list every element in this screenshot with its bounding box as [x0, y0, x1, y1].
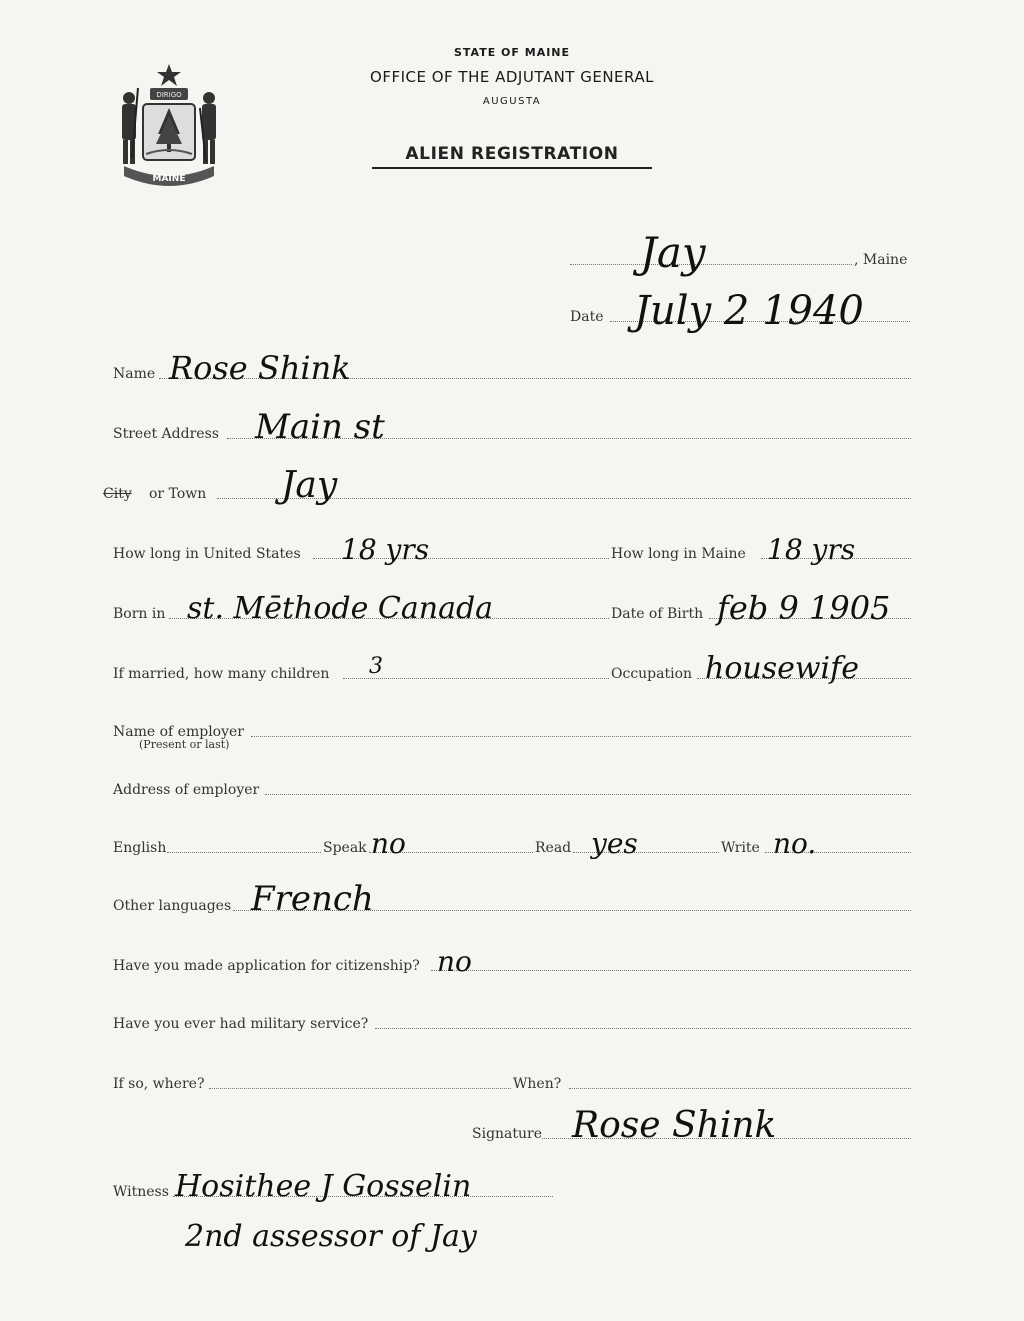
office-heading: OFFICE OF THE ADJUTANT GENERAL	[370, 68, 654, 86]
dob-label: Date of Birth	[611, 606, 704, 622]
dob-field[interactable]: feb 9 1905	[717, 589, 891, 627]
signature-label: Signature	[472, 1126, 543, 1142]
signature-row	[472, 1105, 913, 1146]
dotted-line	[209, 1088, 511, 1089]
witness-field[interactable]: Hosithee J Gosselin	[175, 1169, 472, 1204]
dotted-line	[375, 1028, 911, 1029]
us-years-field[interactable]: 18 yrs	[341, 533, 430, 566]
city-label-struck: City	[103, 486, 132, 502]
employer-address-row	[113, 776, 913, 800]
speak-label: Speak	[323, 840, 367, 856]
svg-text:MAINE: MAINE	[152, 174, 186, 184]
dotted-line	[570, 264, 852, 265]
city-heading: AUGUSTA	[482, 96, 542, 107]
signature-field[interactable]: Rose Shink	[572, 1105, 777, 1146]
town-maine-field[interactable]: Jay	[640, 228, 706, 277]
date-row	[570, 288, 915, 334]
form-title: ALIEN REGISTRATION	[372, 144, 652, 169]
employer-address-label: Address of employer	[113, 782, 260, 798]
citizenship-label: Have you made application for citizenship?	[113, 958, 420, 974]
town-label: or Town	[149, 486, 207, 502]
street-field[interactable]: Main st	[255, 407, 385, 447]
dotted-line	[167, 852, 321, 853]
languages-label: Other languages	[113, 898, 232, 914]
street-row	[113, 407, 913, 447]
name-row	[113, 349, 913, 387]
write-field[interactable]: no.	[773, 827, 817, 860]
town-field[interactable]: Jay	[281, 465, 338, 506]
read-label: Read	[535, 840, 572, 856]
born-in-label: Born in	[113, 606, 166, 622]
dotted-line	[265, 794, 911, 795]
children-field[interactable]: 3	[369, 654, 383, 679]
where-label: If so, where?	[113, 1076, 205, 1092]
languages-row	[113, 879, 913, 919]
read-field[interactable]: yes	[591, 827, 638, 860]
witness-row	[113, 1169, 633, 1254]
speak-field[interactable]: no	[371, 827, 406, 860]
occupation-field[interactable]: housewife	[705, 651, 859, 686]
maine-years-field[interactable]: 18 yrs	[767, 533, 856, 566]
employer-row	[113, 718, 913, 751]
military-row	[113, 1010, 913, 1034]
date-field[interactable]: July 2 1940	[634, 288, 864, 334]
write-label: Write	[721, 840, 760, 856]
citizenship-row	[113, 945, 913, 978]
languages-field[interactable]: French	[251, 879, 374, 919]
born-in-field[interactable]: st. Mēthode Canada	[187, 591, 494, 626]
duration-row	[113, 533, 913, 566]
us-years-label: How long in United States	[113, 546, 301, 562]
name-field[interactable]: Rose Shink	[169, 349, 351, 387]
svg-text:DIRIGO: DIRIGO	[156, 91, 182, 99]
english-label: English	[113, 840, 167, 856]
dotted-line	[569, 1088, 911, 1089]
military-label: Have you ever had military service?	[113, 1016, 369, 1032]
town-row	[103, 465, 913, 506]
children-row	[113, 651, 913, 686]
english-row	[113, 827, 913, 860]
town-maine-row	[570, 228, 915, 277]
children-label: If married, how many children	[113, 666, 330, 682]
occupation-label: Occupation	[611, 666, 693, 682]
date-label: Date	[570, 309, 604, 325]
maine-suffix: , Maine	[854, 252, 908, 268]
state-heading: STATE OF MAINE	[453, 46, 571, 59]
employer-sublabel: (Present or last)	[139, 738, 230, 751]
dotted-line	[251, 736, 911, 737]
dotted-line	[431, 970, 911, 971]
maine-years-label: How long in Maine	[611, 546, 746, 562]
street-label: Street Address	[113, 426, 219, 442]
when-label: When?	[513, 1076, 562, 1092]
employer-label: Name of employer	[113, 724, 244, 740]
where-when-row	[113, 1070, 913, 1094]
birth-row	[113, 589, 943, 627]
name-label: Name	[113, 366, 156, 382]
citizenship-field[interactable]: no	[437, 945, 472, 978]
witness-title-field[interactable]: 2nd assessor of Jay	[185, 1219, 477, 1254]
witness-label: Witness	[113, 1184, 169, 1200]
